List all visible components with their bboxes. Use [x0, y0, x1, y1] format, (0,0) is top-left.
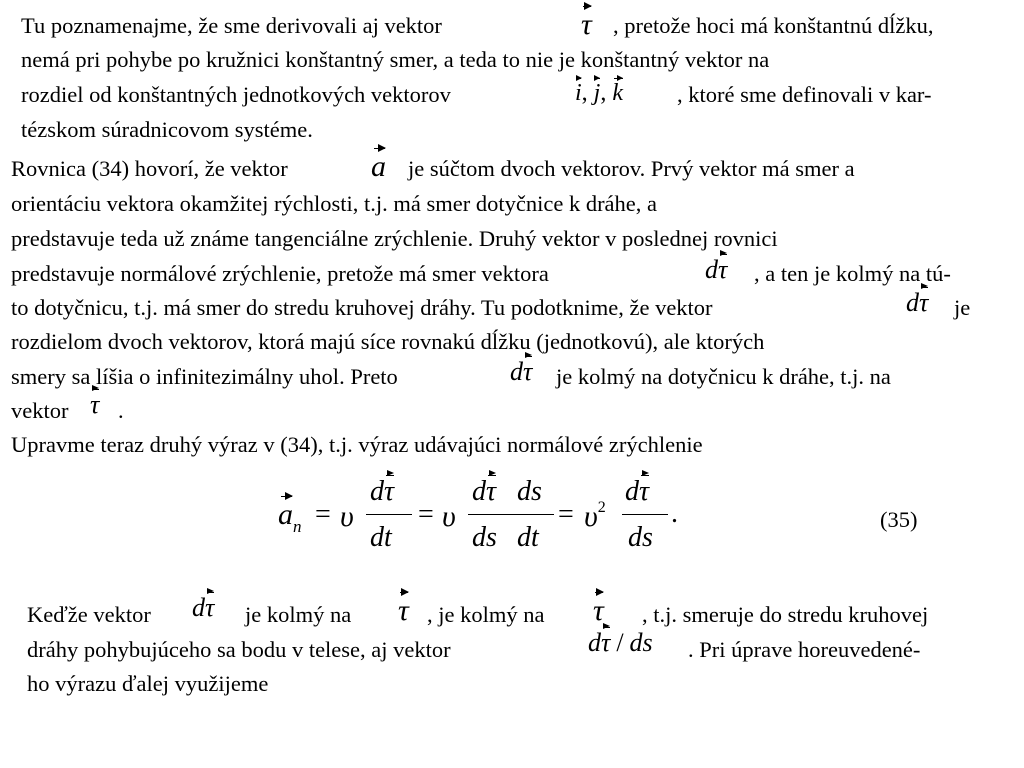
- p1-line2-text: nemá pri pohybe po kružnici konštantný smer, a teda to nie je konštantný vektor na: [21, 47, 770, 72]
- eq-a-n: $a_n$: [278, 498, 302, 536]
- tau-vector-symbol: τ: [398, 594, 409, 627]
- p2-line8-text-cont: .: [118, 398, 124, 423]
- p2-line4-text-cont: , a ten je kolmý na tú-: [754, 261, 951, 286]
- p3-line1-text: Keďže vektor: [27, 602, 151, 627]
- dtau-symbol: dτ: [510, 357, 533, 386]
- eq-frac4-bar: [622, 514, 668, 515]
- p2-line6-text: rozdielom dvoch vektorov, ktorá majú síce rovnakú dĺžku (jednotkovú), ale ktorých: [11, 329, 765, 354]
- p2-line3-text: predstavuje teda už známe tangenciálne zrýchlenie. Druhý vektor v poslednej rovnici: [11, 226, 778, 251]
- dtau-symbol: dτ: [705, 255, 728, 284]
- eq-frac4-den: ds: [628, 522, 653, 553]
- p1-line1-text: Tu poznamenajme, že sme derivovali aj vektor: [21, 13, 442, 38]
- p2-line7-text-cont: je kolmý na dotyčnicu k dráhe, t.j. na: [556, 364, 891, 389]
- p3-line1-text-d: , t.j. smeruje do stredu kruhovej: [642, 602, 929, 627]
- eq-frac1-bar: [366, 514, 412, 515]
- eq-upsilon-squared: $\upsilon^2$: [584, 499, 606, 533]
- eq-frac3-den: dt: [517, 522, 539, 553]
- eq-period: .: [671, 498, 678, 529]
- p2-line2-text: orientáciu vektora okamžitej rýchlosti, t.j. má smer dotyčnice k dráhe, a: [11, 191, 658, 216]
- eq-frac1-den: dt: [370, 522, 392, 553]
- p3-line2-text-cont: . Pri úprave horeuvedené-: [688, 637, 921, 662]
- eq-frac3-bar: [514, 514, 554, 515]
- eq-equals-2: =: [418, 499, 434, 530]
- eq-upsilon-1: υ: [340, 500, 354, 533]
- p2-line8-text: vektor: [11, 398, 69, 423]
- unit-vectors-ijk: i, j, k: [575, 80, 623, 106]
- p2-line7-text: smery sa líšia o infinitezimálny uhol. Preto: [11, 364, 398, 389]
- dtau-over-ds-symbol: dτ / ds: [588, 628, 653, 657]
- eq-upsilon-2: υ: [442, 500, 456, 533]
- tau-vector-symbol: τ: [90, 390, 100, 419]
- eq-frac2-den: ds: [472, 522, 497, 553]
- p3-line2-text: dráhy pohybujúceho sa bodu v telese, aj vektor: [27, 637, 451, 662]
- p2-line1-text-cont: je súčtom dvoch vektorov. Prvý vektor má smer a: [408, 156, 855, 181]
- eq-frac2-bar: [468, 514, 514, 515]
- dtau-symbol: dτ: [192, 593, 215, 622]
- p3-line1-text-b: je kolmý na: [245, 602, 352, 627]
- p3-line3-text: ho výrazu ďalej využijeme: [27, 671, 269, 696]
- p2-line1-text: Rovnica (34) hovorí, že vektor: [11, 156, 288, 181]
- tau-vector-symbol: τ: [593, 594, 604, 627]
- p1-line4-text: tézskom súradnicovom systéme.: [21, 117, 313, 142]
- eq-frac1-num: dτ: [370, 476, 395, 507]
- eq-frac3-num: ds: [517, 476, 542, 507]
- equation-number: (35): [880, 507, 918, 532]
- p2-line5-text-cont: je: [954, 295, 971, 320]
- p3-line1-text-c: , je kolmý na: [427, 602, 545, 627]
- eq-equals-3: =: [558, 499, 574, 530]
- tau-vector-symbol: τ: [581, 8, 592, 41]
- p2-line9-text: Upravme teraz druhý výraz v (34), t.j. výraz udávajúci normálové zrýchlenie: [11, 432, 703, 457]
- dtau-symbol: dτ: [906, 288, 929, 317]
- eq-equals-1: =: [315, 499, 331, 530]
- a-vector-symbol: a: [371, 150, 386, 183]
- p2-line4-text: predstavuje normálové zrýchlenie, pretože má smer vektora: [11, 261, 549, 286]
- p1-line3-text-cont: , ktoré sme definovali v kar-: [677, 82, 932, 107]
- p1-line3-text: rozdiel od konštantných jednotkových vektorov: [21, 82, 451, 107]
- p2-line5-text: to dotyčnicu, t.j. má smer do stredu kruhovej dráhy. Tu podotknime, že vektor: [11, 295, 713, 320]
- eq-frac2-num: dτ: [472, 476, 497, 507]
- eq-frac4-num: dτ: [625, 476, 650, 507]
- p1-line1-text-cont: , pretože hoci má konštantnú dĺžku,: [613, 13, 934, 38]
